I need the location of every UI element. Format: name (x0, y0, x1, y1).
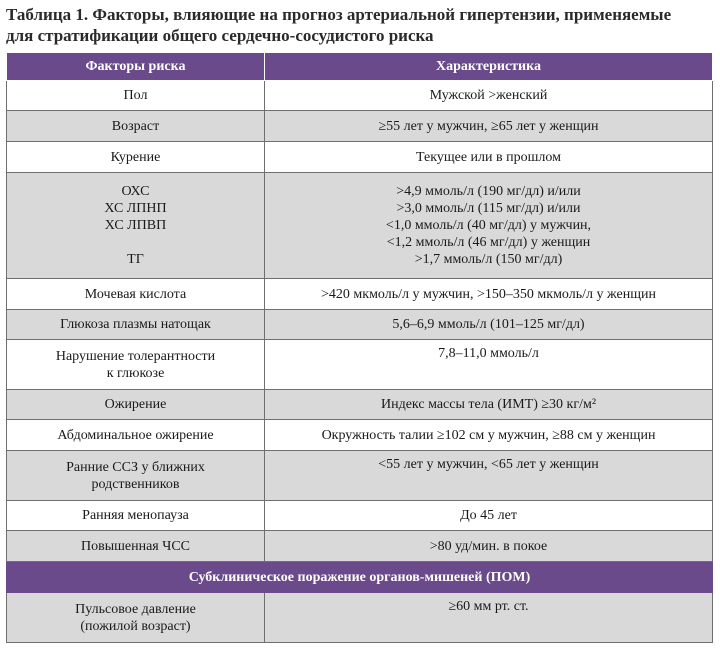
value-line: <1,0 ммоль/л (40 мг/дл) у мужчин, (385, 218, 592, 233)
table-row (7, 81, 713, 111)
header-risk-factors: Факторы риска (7, 53, 265, 81)
table-row (7, 593, 713, 643)
header-characteristic: Характеристика (265, 53, 713, 81)
table-row (7, 142, 713, 173)
value-cell: ≥60 мм рт. ст. (265, 593, 713, 643)
factor-cell (7, 340, 265, 390)
value-cell: ≥55 лет у мужчин, ≥65 лет у женщин (265, 111, 713, 142)
value-cell (265, 173, 713, 279)
factor-cell (7, 173, 265, 279)
value-line: >3,0 ммоль/л (115 мг/дл) и/или (396, 201, 581, 216)
caption-line-1: Таблица 1. Факторы, влияющие на прогноз артериальной гипертензии, применяемые (6, 5, 672, 24)
factor-line: ОХС (121, 184, 150, 199)
section-header-row (7, 562, 713, 593)
value-cell: <55 лет у мужчин, <65 лет у женщин (265, 451, 713, 501)
factor-line: Нарушение толерантности (55, 348, 216, 364)
factor-cell: Абдоминальное ожирение (7, 420, 265, 451)
table-row (7, 390, 713, 420)
table-row (7, 279, 713, 310)
table-row (7, 531, 713, 562)
table-caption (6, 4, 711, 46)
value-line: >1,7 ммоль/л (150 мг/дл) (414, 252, 563, 267)
factor-cell (7, 451, 265, 501)
value-cell: Окружность талии ≥102 см у мужчин, ≥88 см у женщин (265, 420, 713, 451)
factor-line: (пожилой возраст) (80, 618, 191, 634)
factor-line: ХС ЛПВП (104, 218, 167, 233)
caption-line-2: для стратификации общего сердечно-сосудистого риска (6, 26, 434, 45)
factor-cell: Ожирение (7, 390, 265, 420)
value-cell: Индекс массы тела (ИМТ) ≥30 кг/м² (265, 390, 713, 420)
table-row (7, 111, 713, 142)
table-row (7, 310, 713, 340)
factor-line: ТГ (127, 252, 144, 267)
table-row (7, 451, 713, 501)
table-row (7, 420, 713, 451)
factor-cell: Мочевая кислота (7, 279, 265, 310)
value-cell: Мужской >женский (265, 81, 713, 111)
factor-line: родственников (91, 476, 180, 492)
table-row (7, 173, 713, 279)
value-line: >4,9 ммоль/л (190 мг/дл) и/или (396, 184, 581, 199)
section-title: Субклиническое поражение органов-мишеней (ПОМ) (7, 562, 713, 593)
table-row (7, 501, 713, 531)
factor-line: ХС ЛПНП (104, 201, 167, 216)
value-cell: >420 мкмоль/л у мужчин, >150–350 мкмоль/л у женщин (265, 279, 713, 310)
factor-cell: Глюкоза плазмы натощак (7, 310, 265, 340)
value-cell: До 45 лет (265, 501, 713, 531)
factor-cell: Повышенная ЧСС (7, 531, 265, 562)
factor-cell: Курение (7, 142, 265, 173)
value-cell: 5,6–6,9 ммоль/л (101–125 мг/дл) (265, 310, 713, 340)
factor-line: Пульсовое давление (75, 601, 196, 617)
factor-line: Ранние ССЗ у ближних (66, 459, 205, 475)
table-header-row (7, 53, 713, 81)
value-cell: >80 уд/мин. в покое (265, 531, 713, 562)
value-cell: Текущее или в прошлом (265, 142, 713, 173)
factor-cell (7, 593, 265, 643)
table-row (7, 340, 713, 390)
factor-cell: Возраст (7, 111, 265, 142)
value-cell: 7,8–11,0 ммоль/л (265, 340, 713, 390)
factor-cell: Пол (7, 81, 265, 111)
value-line: <1,2 ммоль/л (46 мг/дл) у женщин (386, 235, 591, 250)
factor-line: к глюкозе (106, 365, 165, 381)
risk-factors-table (6, 52, 713, 643)
factor-line (11, 234, 260, 251)
factor-cell: Ранняя менопауза (7, 501, 265, 531)
